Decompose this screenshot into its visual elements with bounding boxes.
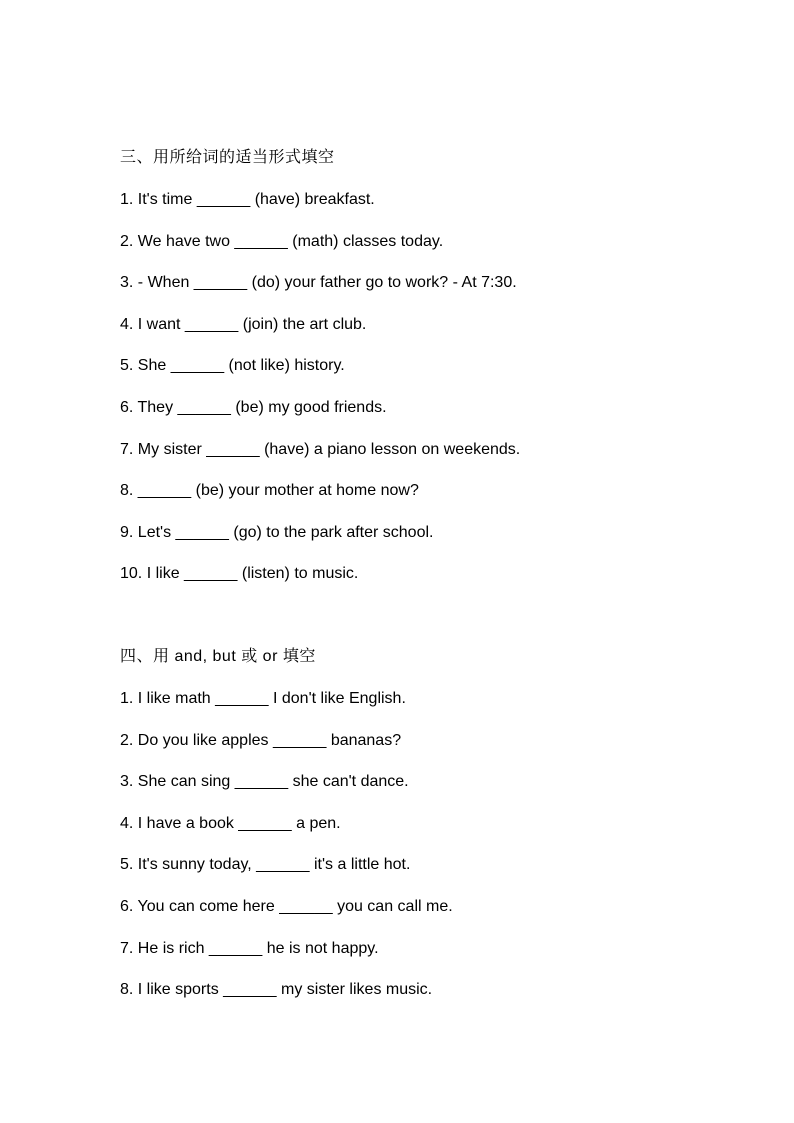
section-verb-forms	[120, 146, 740, 604]
section-title: 四、用 and, but 或 or 填空	[120, 648, 316, 665]
question-item: 4. I have a book ______ a pen.	[120, 814, 341, 832]
question-item: 3. - When ______ (do) your father go to work? - At 7:30.	[120, 274, 517, 292]
section-title: 三、用所给词的适当形式填空	[120, 149, 335, 166]
question-item: 5. She ______ (not like) history.	[120, 357, 345, 375]
question-item: 8. ______ (be) your mother at home now?	[120, 482, 419, 500]
question-item: 6. They ______ (be) my good friends.	[120, 398, 387, 416]
question-item: 2. We have two ______ (math) classes today.	[120, 232, 444, 250]
question-item: 8. I like sports ______ my sister likes music.	[120, 981, 433, 999]
question-item: 4. I want ______ (join) the art club.	[120, 315, 367, 333]
question-item: 7. My sister ______ (have) a piano lesson on weekends.	[120, 440, 521, 458]
question-item: 10. I like ______ (listen) to music.	[120, 565, 359, 583]
question-item: 2. Do you like apples ______ bananas?	[120, 731, 402, 749]
question-item: 1. It's time ______ (have) breakfast.	[120, 191, 375, 208]
section-conjunctions	[120, 645, 740, 1020]
question-item: 1. I like math ______ I don't like English.	[120, 690, 406, 707]
question-item: 3. She can sing ______ she can't dance.	[120, 773, 409, 791]
question-item: 9. Let's ______ (go) to the park after school.	[120, 523, 434, 541]
question-item: 7. He is rich ______ he is not happy.	[120, 939, 379, 957]
question-item: 5. It's sunny today, ______ it's a little hot.	[120, 856, 411, 874]
question-item: 6. You can come here ______ you can call me.	[120, 897, 453, 915]
